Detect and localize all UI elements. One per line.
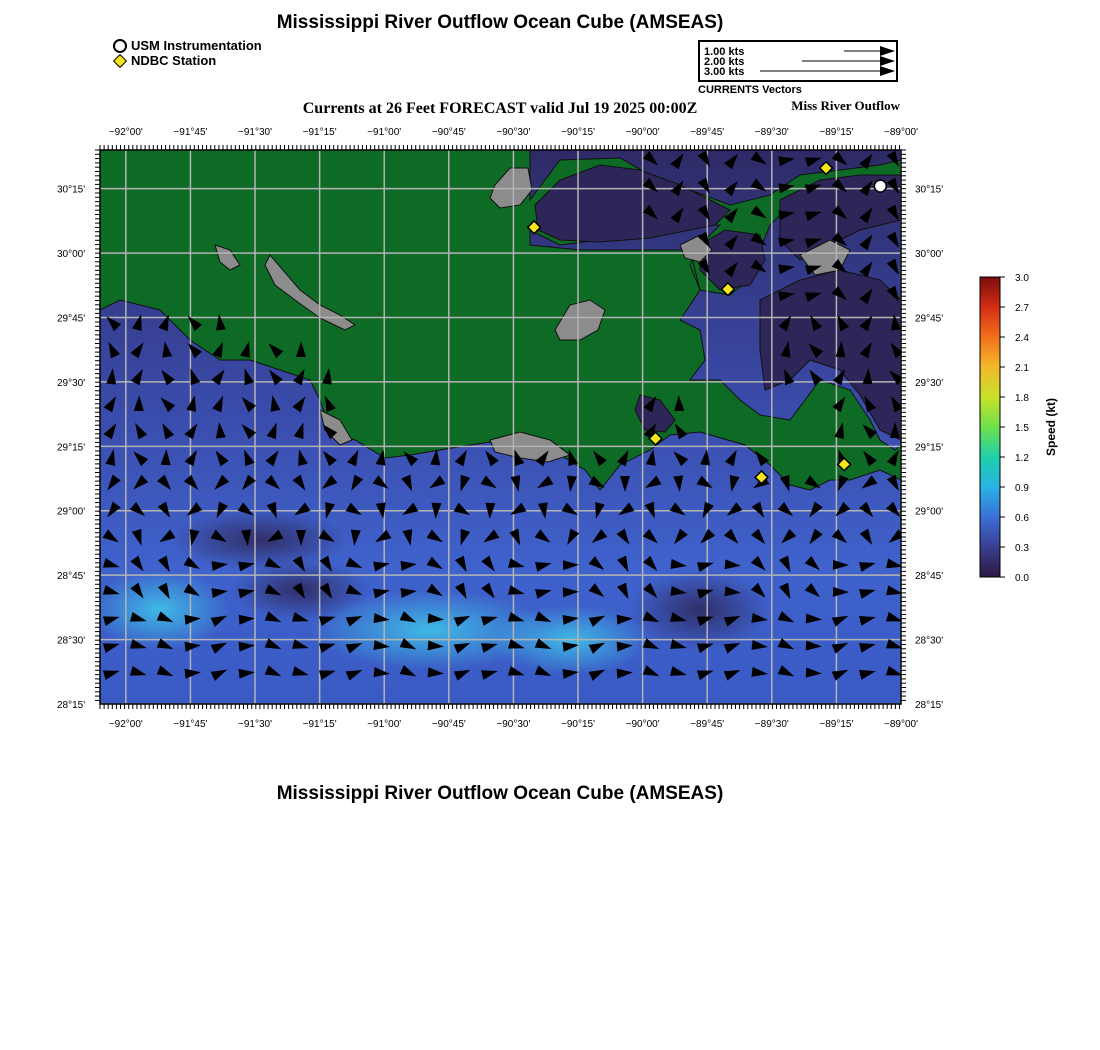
lat-tick-label: 28°15' [915, 700, 944, 711]
colorbar-tick-label: 0.6 [1015, 513, 1029, 524]
lon-tick-label: −89°30' [754, 719, 789, 730]
lon-tick-label: −89°30' [754, 127, 789, 138]
lat-tick-label: 28°30' [915, 635, 944, 647]
lon-tick-label: −91°00' [367, 719, 402, 730]
colorbar-tick-label: 1.5 [1015, 423, 1029, 434]
slow-current-zone [630, 570, 770, 650]
lon-tick-label: −92°00' [108, 719, 143, 730]
colorbar-tick-label: 2.7 [1015, 303, 1029, 314]
lat-tick-label: 29°45' [915, 313, 944, 325]
lat-tick-label: 28°45' [57, 571, 86, 583]
lon-tick-label: −90°00' [625, 719, 660, 730]
lat-tick-label: 29°30' [57, 377, 86, 389]
lat-tick-label: 29°00' [915, 506, 944, 518]
lon-tick-label: −91°45' [173, 127, 208, 138]
usm-station-marker [874, 180, 886, 192]
lon-tick-label: −89°15' [819, 127, 854, 138]
map-subtitle: Currents at 26 Feet FORECAST valid Jul 19 2025 00:00Z [302, 100, 698, 117]
lon-tick-label: −90°45' [431, 127, 466, 138]
lon-tick-label: −90°45' [431, 719, 466, 730]
scale-label-1: 1.00 kts [704, 46, 745, 58]
colorbar-tick-label: 1.8 [1015, 393, 1029, 404]
lat-tick-label: 29°15' [915, 442, 944, 454]
lat-tick-label: 28°15' [57, 700, 86, 711]
lon-tick-label: −91°45' [173, 719, 208, 730]
lon-tick-label: −90°00' [625, 127, 660, 138]
lon-tick-label: −90°30' [496, 127, 531, 138]
lat-tick-label: 29°45' [57, 313, 86, 325]
lat-tick-label: 30°00' [915, 249, 944, 261]
lon-tick-label: −89°45' [690, 127, 725, 138]
lon-tick-label: −90°15' [561, 719, 596, 730]
scale-label-2: 2.00 kts [704, 56, 745, 68]
secondary-title: Mississippi River Outflow Ocean Cube (AMSEAS) [276, 783, 724, 804]
legend-usm-label: USM Instrumentation [131, 38, 262, 53]
lon-tick-label: −91°30' [238, 719, 273, 730]
colorbar-ticks [1000, 273, 1029, 584]
colorbar-tick-label: 0.0 [1015, 573, 1029, 584]
colorbar-tick-label: 2.4 [1015, 333, 1029, 344]
colorbar-tick-label: 0.9 [1015, 483, 1029, 494]
lon-tick-label: −91°30' [238, 127, 273, 138]
lon-tick-label: −89°15' [819, 719, 854, 730]
colorbar-tick-label: 3.0 [1015, 273, 1029, 284]
colorbar-tick-label: 1.2 [1015, 453, 1029, 464]
speed-colorbar [980, 273, 1058, 584]
map-frame-content [90, 150, 904, 704]
legend-ndbc-label: NDBC Station [131, 53, 217, 68]
lon-tick-label: −92°00' [108, 127, 143, 138]
lon-tick-label: −89°00' [884, 127, 918, 138]
lat-tick-label: 30°00' [57, 249, 86, 261]
lat-tick-label: 29°30' [915, 377, 944, 389]
lon-tick-label: −91°15' [302, 719, 337, 730]
map-title: Mississippi River Outflow Ocean Cube (AMSEAS) [276, 12, 724, 33]
lat-tick-label: 30°15' [915, 184, 944, 196]
colorbar-ramp [980, 277, 1000, 577]
region-name: Miss River Outflow [791, 98, 900, 113]
lon-tick-label: −91°00' [367, 127, 402, 138]
lat-tick-label: 30°15' [57, 184, 86, 196]
lat-tick-label: 29°00' [57, 506, 86, 518]
lon-tick-label: −90°30' [496, 719, 531, 730]
lat-tick-label: 28°45' [915, 571, 944, 583]
colorbar-title: Speed (kt) [1044, 397, 1058, 457]
vector-scale-caption: CURRENTS Vectors [698, 84, 802, 96]
lon-tick-label: −90°15' [561, 127, 596, 138]
lon-tick-label: −89°45' [690, 719, 725, 730]
lon-tick-label: −91°15' [302, 127, 337, 138]
colorbar-tick-label: 0.3 [1015, 543, 1029, 554]
lon-tick-label: −89°00' [884, 719, 918, 730]
lat-tick-label: 29°15' [57, 442, 86, 454]
fast-current-zone [90, 570, 230, 650]
scale-label-3: 3.00 kts [704, 66, 745, 78]
colorbar-tick-label: 2.1 [1015, 363, 1029, 374]
lat-tick-label: 28°30' [57, 635, 86, 647]
